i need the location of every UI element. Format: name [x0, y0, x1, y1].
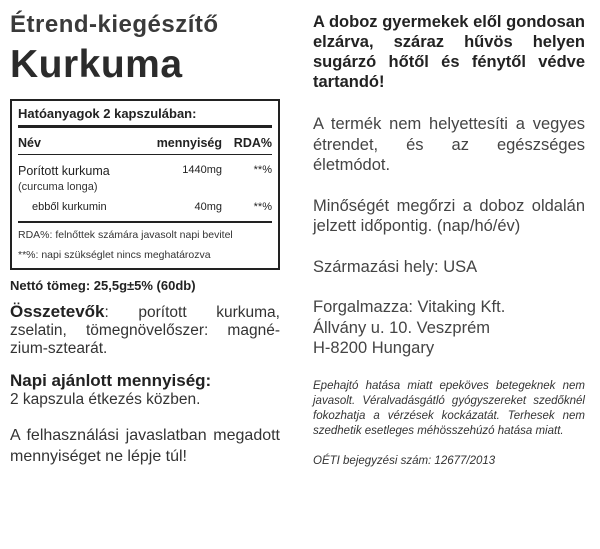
row-amount: 1440mg [182, 164, 222, 176]
right-column [313, 12, 585, 467]
product-title: Kurkuma [10, 43, 183, 86]
storage-instruction: A doboz gyermekek elől gondosan elzárva, száraz hűvös helyen sugárzó hőtől és fénytől védve tartandó! [313, 13, 585, 91]
distributor-line: Forgalmazza: Vitaking Kft. [313, 298, 506, 316]
product-category: Étrend-kiegészítő [10, 11, 219, 38]
net-weight: Nettó tömeg: 25,5g±5% (60db) [10, 278, 196, 293]
ingredient-table [10, 99, 280, 270]
distributor-line: Állvány u. 10. Veszprém [313, 318, 491, 337]
dose-label: Napi ajánlott mennyiség [10, 371, 206, 390]
table-row [18, 155, 272, 178]
registration-number: OÉTI bejegyzési szám: 12677/2013 [313, 454, 496, 467]
ingredients-text [10, 303, 280, 358]
ingredients-label: Összetevők [10, 302, 105, 321]
table-heading: Hatóanyagok 2 kapszulában: [18, 104, 272, 128]
col-amount: mennyiség [156, 136, 222, 150]
row-name: ebből kurkumin [32, 201, 107, 213]
dose-value: 2 kapszula étkezés közben. [10, 391, 201, 408]
origin: Származási hely: USA [313, 257, 478, 276]
dose-text: Napi ajánlott mennyiség: 2 kapszula étkezés közben. [10, 371, 212, 408]
table-row [18, 193, 272, 223]
row-name: Porított kurkuma [18, 164, 110, 178]
row-amount: 40mg [194, 201, 222, 213]
not-replace-notice: A termék nem helyettesíti a vegyes étrendet, és az egészséges életmódot. [313, 115, 585, 174]
ingredients-value: : porított kurkuma, zselatin, tömegnövelőszer: magnézium-sztearát. [10, 304, 280, 357]
distributor [313, 297, 585, 359]
distributor-line: H-8200 Hungary [313, 339, 435, 357]
row-rda: **% [253, 164, 272, 176]
table-note: RDA%: felnőttek számára javasolt napi bevitel [18, 229, 233, 241]
row-rda: **% [253, 201, 272, 213]
table-note: **%: napi szükséglet nincs meghatározva [18, 249, 211, 261]
col-rda: RDA% [233, 136, 272, 150]
best-before: Minőségét megőrzi a doboz oldalán jelzett időpontig. (nap/hó/év) [313, 196, 585, 235]
table-header-row [18, 128, 272, 155]
row-subname: (curcuma longa) [18, 181, 98, 193]
col-name: Név [18, 136, 41, 150]
dose-warning: A felhasználási javaslatban megadott mennyiséget ne lépje túl! [10, 427, 280, 465]
caution-text: Epehajtó hatása miatt epeköves betegeknek nem javasolt. Véralvadásgátló gyógyszereket szedőknél fokozhatja a vérzések kockázatát. Terhesek nem szedhetik esetleges méhösszehúzó hatása miatt. [313, 379, 585, 437]
left-column [10, 12, 280, 467]
